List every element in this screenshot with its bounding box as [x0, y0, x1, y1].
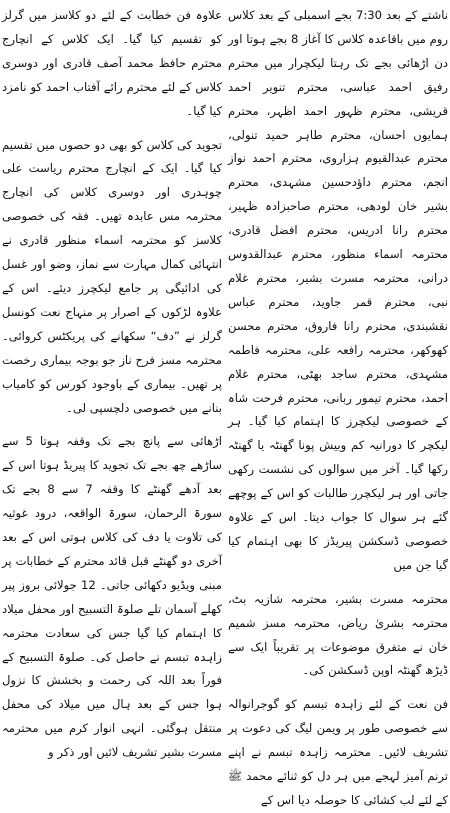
paragraph-gap	[2, 420, 222, 430]
paragraph-gap	[228, 578, 448, 588]
left-paragraph-3: اڑھائی سے پانچ بجے تک وقفہ ہوتا 5 سے ساڑھے چھ بجے تک تجوید کا پیریڈ ہوتا اس کے بعد آدھے گھنٹے کا وقفہ 7 سے 8 بجے تک سورۃ الرحمان، سورۃ الواقعہ، درود غوثیہ کی تلاوت یا دف کی کلاس ہوتی اس کے بعد آخری دو گھنٹے قبل قائد محترم کے خطابات پر مبنی ویڈیو دکھائی جاتی۔ 12 جولائی بروز پیر کھلے آسمان تلے صلوۃ التسبیح اور محفل میلاد کا اہتمام کیا گیا جس کی سعادت محترمہ زاہدہ تبسم نے حاصل کی۔ صلوۃ التسبیح کے فوراً بعد اللہ کی رحمت و بخشش کا نزول ہوا جس کے بعد ہال میں میلاد کی محفل منتقل ہوگئی۔ انہی انوار کرم میں محترمہ مسرت بشیر تشریف لائیں اور ذکر و	[2, 434, 222, 760]
right-paragraph-2: محترمہ مسرت بشیر، محترمہ شازیہ بٹ، محترمہ بشریٰ ریاض، محترمہ مسز شمیم خان نے متفرق موضوعات پر تقریباً ایک سے ڈیڑھ گھنٹہ اوپن ڈسکشن کی۔	[228, 591, 448, 678]
article-columns	[2, 4, 448, 807]
left-column	[2, 4, 222, 760]
right-paragraph-1: ناشتے کے بعد 7:30 بجے اسمبلی کے بعد کلاس روم میں باقاعدہ کلاس کا آغاز 8 بجے ہوتا اور دن اڑھائی بجے تک رہتا لیکچرار میں محترم رفیق احمد عباسی، محترم تنویر احمد قریشی، محترم ظہور احمد اظہر، محترم ہمایوں احسان، محترم طاہر حمید تنولی، محترم عبدالقیوم ہزاروی، محترم احمد نواز انجم، محترم داؤدحسین مشہدی، محترم بشیر خان لودھی، محترم صاحبزادہ ظہیر، محترم رانا ادریس، محترم افضل قادری، محترمہ اسماء منظور، محترم عبدالقدوس درانی، محترمہ مسرت بشیر، محترم غلام نبی، محترم قمر جاوید، محترم عباس نقشبندی، محترم رانا فاروق، محترم محسن کھوکھر، محترمہ رافعہ علی، محترمہ فاطمہ مشہدی، محترم ساجد بھٹی، محترم غلام احمد، محترم تیمور ربانی، محترم فرحت شاہ کے خصوصی لیکچرز کا اہتمام کیا گیا۔ ہر لیکچر کا دورانیہ کم وبیش پونا گھنٹہ یا گھنٹہ رکھا گیا۔ آخر میں سوالوں کی نشست رکھی جاتی اور ہر لیکچرر طالبات کو اس کے پوچھے گئے ہر سوال کا جواب دیتا۔ اس کے علاوہ خصوصی ڈسکشن پیریڈز کا بھی اہتمام کیا گیا جن میں	[228, 8, 448, 572]
left-paragraph-1: علاوہ فن خطابت کے لئے دو کلاسز میں گرلز کو تقسیم کیا گیا۔ ایک کلاس کے انچارج محترم حافظ محمد آصف قادری اور دوسری کلاس کے لئے محترم رائے آفتاب احمد کو نامزد کیا گیا۔	[2, 8, 222, 118]
left-paragraph-2: تجوید کی کلاس کو بھی دو حصوں میں تقسیم کیا گیا۔ ایک کے انچارج محترم ریاست علی چوہدری اور دوسری کلاس کی انچارج محترمہ مس عابدہ تھیں۔ فقہ کی خصوصی کلاسز کو محترمہ اسماء منظور قادری نے انتہائی کمال مہارت سے نماز، وضو اور غسل کی ادائیگی پر جامع لیکچرز دیئے۔ اس کے علاوہ لڑکوں کے اصرار پر منہاج نعت کونسل گرلز نے ”دف“ سکھانے کی پریکٹس کروائی۔ محترمہ مسز فرح ناز جو بوجہ بیماری رخصت پر تھیں۔ بیماری کے باوجود کورس کو کامیاب بنانے میں خصوصی دلچسپی لی۔	[2, 137, 222, 415]
right-column	[228, 4, 448, 807]
paragraph-gap	[2, 124, 222, 134]
right-paragraph-3: فن نعت کے لئے زاہدہ تبسم کو گوجرانوالہ سے خصوصی طور پر ویمن لیگ کی دعوت پر تشریف لائیں۔ محترمہ زاہدہ تبسم نے اپنے ترنم آمیز لہجے میں ہر دل کو ثنائے محمد ﷺ کے لئے لب کشائی کا حوصلہ دیا اس کے	[228, 697, 448, 807]
paragraph-gap	[228, 683, 448, 693]
